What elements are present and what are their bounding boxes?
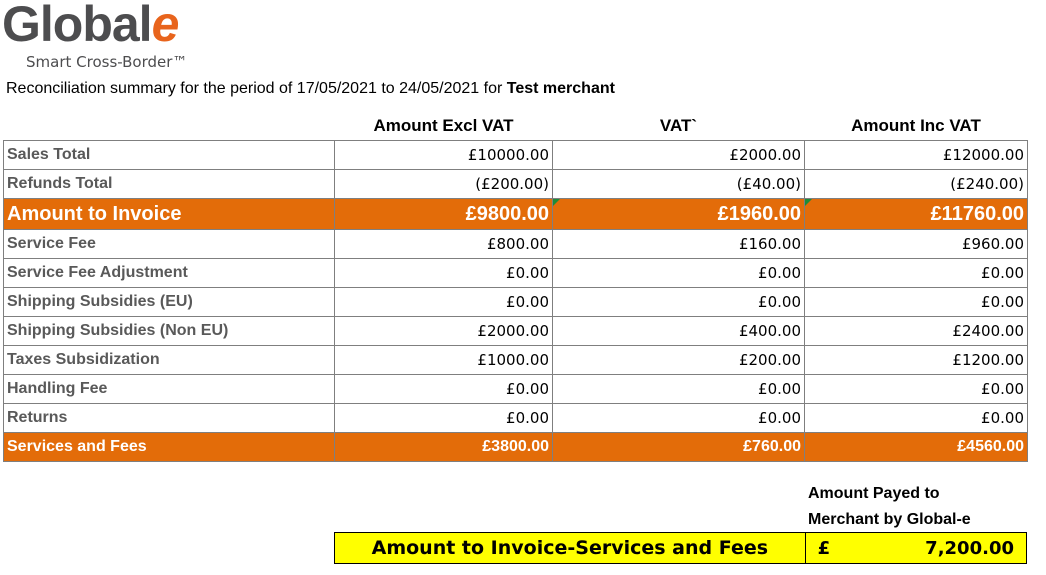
row-label: Taxes Subsidization (4, 346, 335, 375)
cell-vat: £1960.00 (553, 199, 805, 230)
cell-inc-vat: £2400.00 (805, 317, 1028, 346)
final-amount-table (334, 532, 1027, 564)
cell-excl-vat: £0.00 (335, 288, 553, 317)
cell-inc-vat: (£240.00) (805, 170, 1028, 199)
amount-paid-label (808, 481, 1028, 533)
logo-brand-e: e (151, 0, 179, 52)
cell-inc-vat: £1200.00 (805, 346, 1028, 375)
row-services-and-fees (4, 433, 1028, 462)
row-label: Amount to Invoice (4, 199, 335, 230)
logo-wordmark (2, 0, 178, 54)
row-label: Sales Total (4, 141, 335, 170)
row-label: Shipping Subsidies (Non EU) (4, 317, 335, 346)
logo-brand-main: Global (2, 0, 152, 52)
cell-vat: £400.00 (553, 317, 805, 346)
header-amount-inc-vat: Amount Inc VAT (851, 116, 981, 135)
row-returns (4, 404, 1028, 433)
table-header-row (4, 112, 1028, 141)
cell-excl-vat: £0.00 (335, 375, 553, 404)
row-label: Handling Fee (4, 375, 335, 404)
cell-inc-vat: £4560.00 (805, 433, 1028, 462)
row-label: Service Fee (4, 230, 335, 259)
amount-paid-label-line2: Merchant by Global-e (808, 511, 971, 528)
cell-vat: (£40.00) (553, 170, 805, 199)
cell-excl-vat: £0.00 (335, 259, 553, 288)
cell-vat: £0.00 (553, 375, 805, 404)
row-label: Services and Fees (4, 433, 335, 462)
cell-excl-vat: £800.00 (335, 230, 553, 259)
cell-vat: £760.00 (553, 433, 805, 462)
row-service-fee-adjustment (4, 259, 1028, 288)
row-shipping-subsidies-eu (4, 288, 1028, 317)
cell-vat: £200.00 (553, 346, 805, 375)
row-amount-to-invoice (4, 199, 1028, 230)
cell-inc-vat: £11760.00 (805, 199, 1028, 230)
row-service-fee (4, 230, 1028, 259)
row-taxes-subsidization (4, 346, 1028, 375)
summary-line (6, 80, 615, 98)
summary-prefix: Reconciliation summary for the period of 17/05/2021 to 24/05/2021 for (6, 80, 503, 97)
final-amount-value: 7,200.00 (925, 538, 1014, 559)
final-amount-label: Amount to Invoice-Services and Fees (335, 533, 806, 564)
final-amount-row (335, 533, 1027, 564)
cell-excl-vat: £1000.00 (335, 346, 553, 375)
cell-inc-vat: £960.00 (805, 230, 1028, 259)
row-label: Refunds Total (4, 170, 335, 199)
header-label (4, 112, 335, 141)
cell-vat: £0.00 (553, 259, 805, 288)
row-refunds-total (4, 170, 1028, 199)
cell-excl-vat: (£200.00) (335, 170, 553, 199)
cell-vat: £2000.00 (553, 141, 805, 170)
cell-excl-vat: £3800.00 (335, 433, 553, 462)
cell-excl-vat: £0.00 (335, 404, 553, 433)
cell-inc-vat: £0.00 (805, 259, 1028, 288)
global-e-logo (2, 0, 262, 78)
row-sales-total (4, 141, 1028, 170)
cell-inc-vat: £0.00 (805, 375, 1028, 404)
cell-vat: £0.00 (553, 404, 805, 433)
amount-paid-label-line1: Amount Payed to (808, 485, 940, 502)
cell-excl-vat: £10000.00 (335, 141, 553, 170)
cell-inc-vat: £12000.00 (805, 141, 1028, 170)
row-handling-fee (4, 375, 1028, 404)
cell-excl-vat: £2000.00 (335, 317, 553, 346)
header-vat: VAT` (659, 116, 698, 135)
header-amount-excl-vat: Amount Excl VAT (373, 116, 514, 135)
cell-excl-vat: £9800.00 (335, 199, 553, 230)
logo-tagline: Smart Cross-Border™ (26, 53, 188, 71)
cell-inc-vat: £0.00 (805, 288, 1028, 317)
merchant-name: Test merchant (506, 80, 615, 97)
reconciliation-table (3, 112, 1028, 462)
row-shipping-subsidies-non-eu (4, 317, 1028, 346)
cell-inc-vat: £0.00 (805, 404, 1028, 433)
final-currency-symbol: £ (817, 538, 831, 559)
cell-vat: £160.00 (553, 230, 805, 259)
cell-vat: £0.00 (553, 288, 805, 317)
row-label: Service Fee Adjustment (4, 259, 335, 288)
row-label: Shipping Subsidies (EU) (4, 288, 335, 317)
final-amount-cell (805, 533, 1026, 564)
row-label: Returns (4, 404, 335, 433)
